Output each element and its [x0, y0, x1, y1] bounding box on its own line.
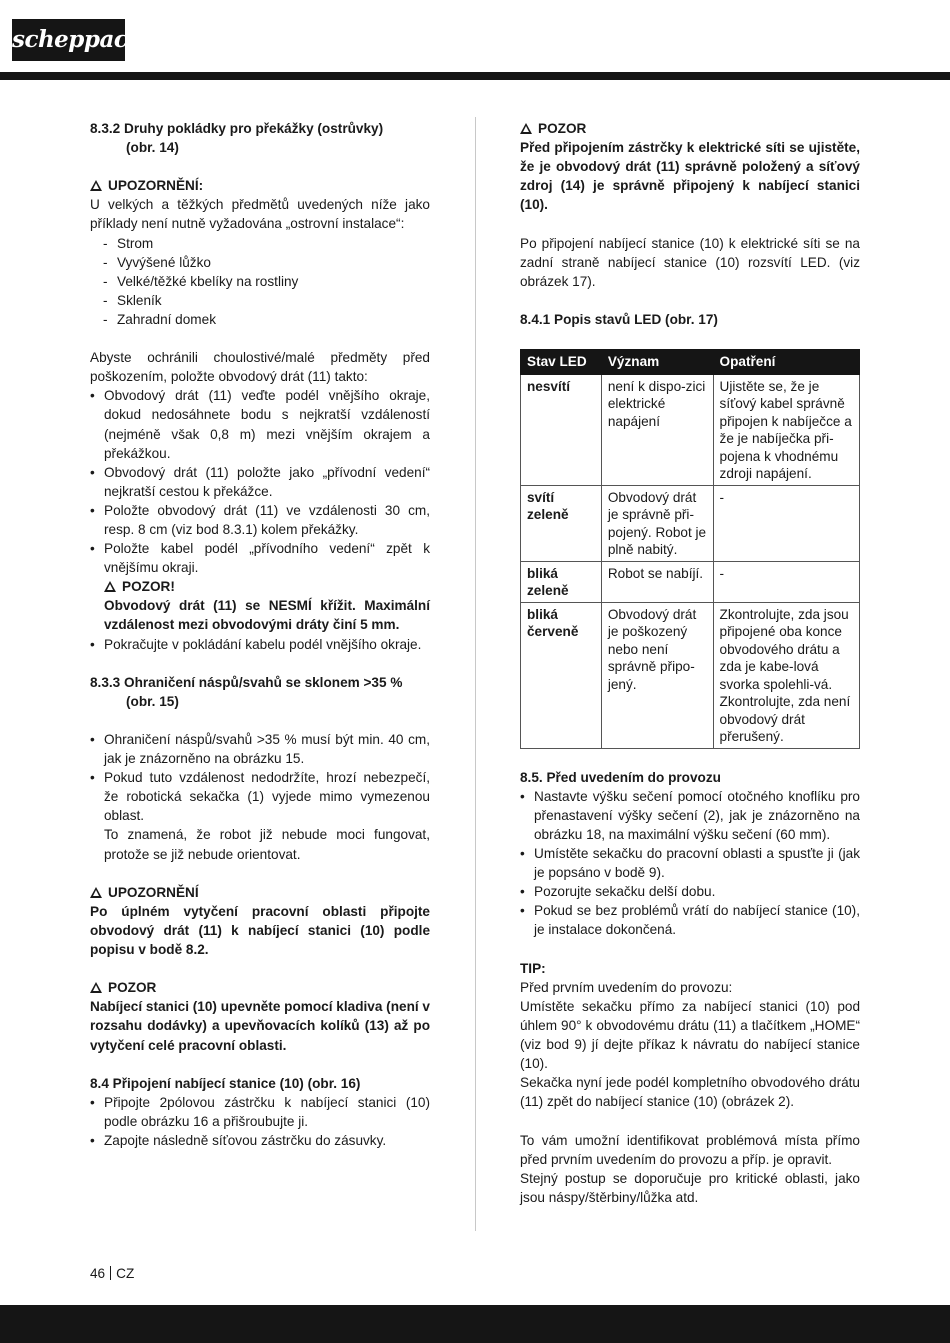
table-row	[521, 485, 860, 561]
footer-bar	[0, 1305, 950, 1343]
notice-text: Po úplném vytyčení pracovní oblasti připojte obvodový drát (11) k nabíjecí stanici (10) podle popisu v bodě 8.2.	[90, 903, 430, 958]
brand-logo: scheppach	[12, 19, 125, 61]
meaning-cell: Robot se nabíjí.	[601, 561, 713, 602]
list-item: - Velké/těžké kbelíky na rostliny	[103, 272, 430, 291]
action-cell: Ujistěte se, že je síťový kabel správně připojen k nabíječce a že je nabíječka při-pojena k vhodnému zdroji napájení.	[713, 374, 859, 485]
led-state-cell: svítí zeleně	[521, 485, 602, 561]
list-item: • Pokud tuto vzdálenost nedodržíte, hrozí nebezpečí, že robotická sekačka (1) vyjede mimo vymezenou oblast.	[90, 768, 430, 825]
slope-list	[90, 730, 430, 825]
list-item: - Vyvýšené lůžko	[103, 253, 430, 272]
list-item: • Připojte 2pólovou zástrčku k nabíjecí stanici (10) podle obrázku 16 a přišroubujte ji.	[90, 1093, 430, 1131]
list-item: • Pozorujte sekačku delší dobu.	[520, 882, 860, 901]
warning-icon	[90, 982, 102, 993]
list-item: • Zapojte následně síťovou zástrčku do zásuvky.	[90, 1131, 430, 1150]
wire-steps-list	[90, 386, 430, 577]
warning-icon	[520, 123, 532, 134]
continue-list	[90, 635, 430, 654]
tip-heading: TIP:	[520, 960, 546, 976]
table-header-row	[521, 350, 860, 375]
list-item: • Pokračujte v pokládání kabelu podél vnějšího okraje.	[90, 635, 430, 654]
action-cell: Zkontrolujte, zda jsou připojené oba konce obvodového drátu a zda je kabe-lová svorka spolehli-vá. Zkontrolujte, zda není obvodový drát přerušený.	[713, 602, 859, 748]
list-item: • Položte obvodový drát (11) ve vzdálenosti 30 cm, resp. 8 cm (viz bod 8.3.1) kolem překážky.	[90, 501, 430, 539]
section-8-3-2-subtitle: (obr. 14)	[126, 140, 179, 156]
list-item: • Nastavte výšku sečení pomocí otočného knoflíku pro přenastavení výšky sečení (2), jak je znázorněno na obrázku 18, na maximální výšku sečení (60 mm).	[520, 787, 860, 844]
notice-heading: UPOZORNĚNÍ:	[90, 176, 430, 195]
table-row	[521, 374, 860, 485]
caution-text: Před připojením zástrčky k elektrické síti se ujistěte, že je obvodový drát (11) správně položený a síťový zdroj (14) je správně připojený k nabíjecí stanici (10).	[520, 140, 860, 213]
startup-list	[520, 787, 860, 940]
warning-icon	[90, 180, 102, 191]
action-cell: -	[713, 485, 859, 561]
tip-paragraph: Sekačka nyní jede podél kompletního obvodového drátu (11) zpět do nabíjecí stanice (10) (obrázek 2).	[520, 1075, 860, 1110]
list-item: • Položte kabel podél „přívodního vedení“ zpět k vnějšímu okraji.	[90, 539, 430, 577]
caution-heading: POZOR	[90, 978, 430, 997]
led-state-cell: nesvítí	[521, 374, 602, 485]
column-divider	[475, 117, 476, 1231]
led-state-cell: bliká červeně	[521, 602, 602, 748]
list-item: • Obvodový drát (11) položte jako „přívodní vedení“ nejkratší cestou k překážce.	[90, 463, 430, 501]
notice-text: U velkých a těžkých předmětů uvedených níže jako příklady není nutně vyžadována „ostrovní instalace“:	[90, 197, 430, 232]
list-item: - Zahradní domek	[103, 310, 430, 329]
section-8-3-2-title: 8.3.2 Druhy pokládky pro překážky (ostrůvky)	[90, 121, 384, 136]
right-column	[520, 119, 860, 1207]
section-8-5-title: 8.5. Před uvedením do provozu	[520, 769, 721, 785]
list-item: - Strom	[103, 234, 430, 253]
list-item: • Pokud se bez problémů vrátí do nabíjecí stanice (10), je instalace dokončená.	[520, 901, 860, 939]
page-number: 46	[90, 1266, 106, 1281]
list-item: • Ohraničení náspů/svahů >35 % musí být min. 40 cm, jak je znázorněno na obrázku 15.	[90, 730, 430, 768]
action-cell: -	[713, 561, 859, 602]
column-header: Stav LED	[521, 350, 602, 375]
final-paragraph: To vám umožní identifikovat problémová místa přímo před prvním uvedením do provozu a příp. je opravit.	[520, 1132, 860, 1167]
tip-line: Před prvním uvedením do provozu:	[520, 979, 733, 995]
led-status-table	[520, 349, 860, 749]
meaning-cell: není k dispo-zici elektrické napájení	[601, 374, 713, 485]
list-item: • Umístěte sekačku do pracovní oblasti a spusťte ji (jak je popsáno v bodě 9).	[520, 844, 860, 882]
column-header: Význam	[601, 350, 713, 375]
inline-caution-heading: POZOR!	[90, 577, 430, 596]
caution-text: Nabíjecí stanici (10) upevněte pomocí kladiva (není v rozsahu dodávky) a upevňovacích kolíků (13) až po vytyčení celé pracovní oblasti.	[90, 999, 430, 1053]
table-row	[521, 602, 860, 748]
footer-separator	[110, 1266, 111, 1280]
column-header: Opatření	[713, 350, 859, 375]
example-list	[90, 234, 430, 329]
tip-paragraph: Umístěte sekačku přímo za nabíjecí stanici (10) pod úhlem 90° k obvodovému drátu (11) a tlačítkem „HOME“ (viz bod 9) jí dejte příkaz k návratu do nabíjecí stanice (10).	[520, 998, 860, 1072]
section-8-3-3-title: 8.3.3 Ohraničení náspů/svahů se sklonem >35 %	[90, 674, 403, 690]
connect-list	[90, 1093, 430, 1150]
slope-continuation: To znamená, že robot již nebude moci fungovat, protože se již nebude orientovat.	[104, 827, 430, 862]
notice-heading: UPOZORNĚNÍ	[90, 883, 430, 902]
list-item: - Skleník	[103, 291, 430, 310]
meaning-cell: Obvodový drát je správně při-pojený. Robot je plně nabitý.	[601, 485, 713, 561]
caution-heading: POZOR	[520, 119, 860, 138]
warning-icon	[90, 887, 102, 898]
warning-icon	[104, 581, 116, 592]
inline-caution-text: Obvodový drát (11) se NESMÍ křížit. Maximální vzdálenost mezi obvodovými dráty činí 5 mm.	[104, 598, 430, 633]
language-code: CZ	[116, 1266, 135, 1281]
list-item: • Obvodový drát (11) veďte podél vnějšího okraje, dokud nedosáhnete bodu s nejkratší vzdáleností (nejméně však 0,8 m) mezi vnějším okrajem a překážkou.	[90, 386, 430, 462]
section-8-4-1-title: 8.4.1 Popis stavů LED (obr. 17)	[520, 311, 718, 327]
protect-intro: Abyste ochránili choulostivé/malé předměty před poškozením, položte obvodový drát (11) takto:	[90, 350, 430, 385]
meaning-cell: Obvodový drát je poškozený nebo není správně připo-jený.	[601, 602, 713, 748]
led-state-cell: bliká zeleně	[521, 561, 602, 602]
section-8-3-3-subtitle: (obr. 15)	[126, 693, 179, 709]
page-footer	[90, 1264, 134, 1283]
table-row	[521, 561, 860, 602]
section-8-4-title: 8.4 Připojení nabíjecí stanice (10) (obr. 16)	[90, 1075, 361, 1091]
header-rule	[0, 72, 950, 80]
left-column	[90, 119, 430, 1150]
led-intro: Po připojení nabíjecí stanice (10) k elektrické síti se na zadní straně nabíjecí stanice (10) rozsvítí LED. (viz obrázek 17).	[520, 235, 860, 289]
final-paragraph: Stejný postup se doporučuje pro kritické oblasti, jako jsou náspy/štěrbiny/lůžka atd.	[520, 1170, 860, 1205]
